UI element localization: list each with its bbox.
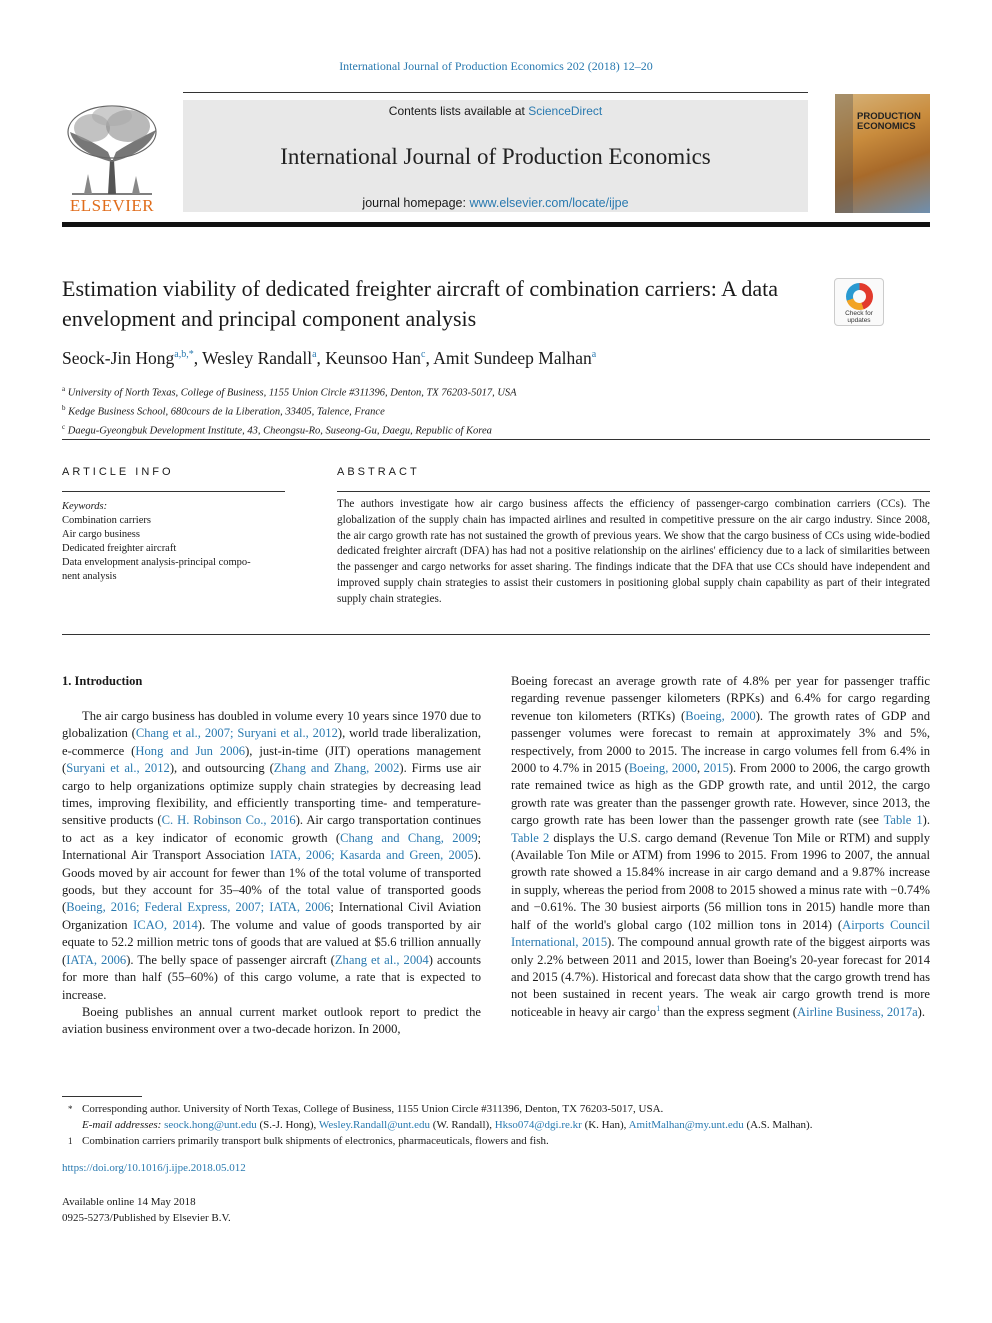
author-affiliation-mark[interactable]: a xyxy=(312,349,317,361)
affiliation-mark: c xyxy=(62,423,66,431)
citation-link[interactable]: Airline Business, 2017a xyxy=(796,1004,918,1019)
author-affiliation-mark[interactable]: c xyxy=(421,349,426,361)
journal-reference[interactable]: International Journal of Production Economics 202 (2018) 12–20 xyxy=(339,59,653,73)
check-updates-line-1: Check for xyxy=(845,310,873,317)
masthead-banner xyxy=(183,100,808,212)
text-run: ). Firms use air cargo to help organizations optimize supply chain strategies by decreasing lead times, improving flexibility, and efficiently transporting time- and temperature-sensitive products ( xyxy=(62,761,481,828)
citation-link[interactable]: 2015 xyxy=(703,761,729,776)
email-label: E-mail addresses: xyxy=(82,1119,162,1131)
keyword: Data envelopment analysis-principal compo- xyxy=(62,557,251,568)
abstract-text: The authors investigate how air cargo business affects the efficiency of passenger-cargo combination carriers (CCs). The globalization of the supply chain has impacted airlines and resulted in competitive pressure on the air cargo industry. Since 2008, the air cargo growth rate has not sustained the growth of previous years. We show that the cargo business of CCs using wide-bodied dedicated freighter aircraft (DFA) has had not a positive relationship on the airlines' efficiency due to a lack of similarities between the passenger and cargo networks for asset sharing. The findings indicate that the DFA that use CCs should have independent and improved supply chain strategies to assist their customers in positioning global supply chain capability as part of their integrated supply chain strategies. xyxy=(337,498,930,605)
text-run: ). The belly space of passenger aircraft ( xyxy=(126,952,335,967)
text-run: ), world trade liberalization, e-commerce ( xyxy=(62,726,481,758)
footnotes xyxy=(62,1101,930,1149)
contents-line xyxy=(183,104,808,118)
text-run: , xyxy=(697,761,704,776)
text-run: ). xyxy=(917,1004,926,1019)
keyword: Combination carriers xyxy=(62,515,151,526)
footnote-text: Corresponding author. University of North Texas, College of Business, 1155 Union Circle #311396, Denton, TX 76203-5017, USA. xyxy=(82,1103,664,1115)
cover-strip xyxy=(835,94,853,213)
email-link[interactable]: AmitMalhan@my.unt.edu xyxy=(628,1119,744,1131)
email-owner: (K. Han), xyxy=(581,1119,629,1131)
footnote-ref[interactable]: 1 xyxy=(656,1003,661,1013)
affiliation xyxy=(62,401,517,420)
footnote-emails xyxy=(62,1117,930,1133)
cover-title-line-1: PRODUCTION xyxy=(857,111,921,122)
email-link[interactable]: Wesley.Randall@unt.edu xyxy=(318,1119,431,1131)
footnote-1 xyxy=(62,1133,930,1149)
contents-prefix: Contents lists available at xyxy=(388,104,529,118)
keywords-block xyxy=(62,500,277,584)
left-column xyxy=(62,708,481,1039)
text-run: The air cargo business has doubled in volume every 10 years since 1970 due to globalization ( xyxy=(62,709,481,741)
check-for-updates-button[interactable] xyxy=(834,278,884,326)
text-run: ), just-in-time (JIT) operations management ( xyxy=(62,743,481,776)
text-run: ). Air cargo transportation continues to act as a key indicator of economic growth ( xyxy=(62,813,481,845)
publication-info xyxy=(62,1194,231,1226)
check-updates-line-2: updates xyxy=(847,317,871,324)
abstract-heading: ABSTRACT xyxy=(337,466,420,478)
text-run: ). The growth rates of GDP and passenger volumes were forecast to remain at approximately 3% and 5%, respectively, from 2000 to 2015. The increase in cargo volumes fell from 6.4% in 2000 to 4.7% in 2015 ( xyxy=(511,708,930,776)
text-run: ). xyxy=(922,813,930,828)
author-affiliation-mark[interactable]: a xyxy=(591,349,597,361)
text-run: Boeing publishes an annual current market outlook report to predict the aviation business environment over a two-decade horizon. In 2000, xyxy=(62,1004,481,1037)
affiliation-text: Kedge Business School, 680cours de la Liberation, 33405, Talence, France xyxy=(68,406,385,418)
citation-link[interactable]: Airports Council International, 2015 xyxy=(511,917,930,950)
affiliation-mark: b xyxy=(62,404,66,412)
citation-link[interactable]: Chang et al., 2007; Suryani et al., 2012 xyxy=(135,726,338,741)
journal-title: International Journal of Production Economics xyxy=(280,144,711,169)
citation-link[interactable]: Boeing, 2000 xyxy=(628,761,698,776)
paragraph xyxy=(511,673,930,1021)
text-run: Boeing forecast an average growth rate of 4.8% per year for passenger traffic regarding revenue passenger kilometers (RPKs) and 6.4% for cargo regarding revenue ton kilometers (RTKs) ( xyxy=(511,674,930,723)
author-affiliation-mark[interactable]: a,b,* xyxy=(174,349,194,361)
section-heading-introduction: 1. Introduction xyxy=(62,674,143,688)
masthead-top-rule xyxy=(183,92,808,93)
email-owner: (W. Randall), xyxy=(430,1119,495,1131)
citation-link[interactable]: Table 1 xyxy=(883,813,923,828)
footnote-text: Combination carriers primarily transport bulk shipments of electronics, pharmaceuticals, flowers and fish. xyxy=(82,1135,549,1147)
affiliation xyxy=(62,420,517,439)
author-name[interactable]: Wesley Randall xyxy=(202,348,313,368)
email-link[interactable]: Hkso074@dgi.re.kr xyxy=(494,1119,582,1131)
header-rule xyxy=(62,222,930,227)
text-run: ). Goods moved by air account for fewer than 1% of the total volume of transported goods, but they account for 35–40% of the total value of transported goods ( xyxy=(62,848,481,915)
footnote-mark: * xyxy=(68,1104,73,1114)
homepage-link[interactable]: www.elsevier.com/locate/ijpe xyxy=(469,196,629,210)
citation-link[interactable]: Zhang and Zhang, 2002 xyxy=(273,761,400,776)
citation-link[interactable]: ICAO, 2014 xyxy=(133,917,198,932)
homepage-line xyxy=(183,196,808,210)
author-name[interactable]: Keunsoo Han xyxy=(325,348,422,368)
affiliation-text: Daegu-Gyeongbuk Development Institute, 43, Cheongsu-Ro, Suseong-Gu, Daegu, Republic of Korea xyxy=(67,425,492,437)
footnote-mark: 1 xyxy=(68,1136,73,1146)
citation-link[interactable]: Boeing, 2016; Federal Express, 2007; IATA, 2006 xyxy=(66,900,331,915)
keyword: nent analysis xyxy=(62,571,117,582)
affiliation-list xyxy=(62,382,517,439)
citation-link[interactable]: IATA, 2006 xyxy=(66,952,127,967)
paragraph xyxy=(62,1004,481,1039)
email-link[interactable]: seock.hong@unt.edu xyxy=(164,1119,257,1131)
affiliation-text: University of North Texas, College of Business, 1155 Union Circle #311396, Denton, TX 76203-5017, USA xyxy=(67,387,517,399)
author-name[interactable]: Seock-Jin Hong xyxy=(62,348,175,368)
text-run: ; International Civil Aviation Organization xyxy=(62,900,481,932)
doi-link[interactable]: https://doi.org/10.1016/j.ijpe.2018.05.012 xyxy=(62,1162,246,1174)
text-run: ). From 2000 to 2006, the cargo growth rate remained twice as high as the GDP growth rate, and until 2012, the cargo growth rate was greater than the passenger growth rate. However, since 2013, the cargo growth rate has been lower than the passenger growth rate (see xyxy=(511,761,931,828)
author-name[interactable]: Amit Sundeep Malhan xyxy=(433,348,592,368)
cover-title xyxy=(857,112,927,132)
issn-publisher: 0925-5273/Published by Elsevier B.V. xyxy=(62,1212,231,1224)
text-run: displays the U.S. cargo demand (Revenue Ton Mile or RTM) and supply (Available Ton Mile or ATM) from 1996 to 2015. From 1996 to 2007, the annual growth rate showed a 15.84% increase in air cargo demand and a 9.87% increase in supply, whereas the period from 2008 to 2015 showed a minus rate with −0.74% and −0.61%. The 30 busiest airports (56 million tons in 2015) handle more than half of the world's global cargo (102 million tons in 2014) ( xyxy=(511,830,931,932)
citation-link[interactable]: Chang and Chang, 2009 xyxy=(340,830,478,845)
article-info-rule xyxy=(62,491,285,492)
citation-link[interactable]: Suryani et al., 2012 xyxy=(66,761,170,776)
affiliation-rule xyxy=(62,439,930,440)
text-run: ) accounts for more than half (55–60%) of this cargo volume, a rate that is expected to increase. xyxy=(62,952,482,1002)
cover-title-line-2: ECONOMICS xyxy=(857,121,916,132)
keywords-label: Keywords: xyxy=(62,501,108,512)
citation-link[interactable]: Hong and Jun 2006 xyxy=(135,743,246,758)
article-title: Estimation viability of dedicated freighter aircraft of combination carriers: A data envelopment and principal component analysis xyxy=(62,276,778,331)
sciencedirect-link[interactable]: ScienceDirect xyxy=(528,104,603,118)
paragraph xyxy=(62,708,481,1004)
keyword: Dedicated freighter aircraft xyxy=(62,543,177,554)
check-updates-icon xyxy=(846,283,873,310)
affiliation-mark: a xyxy=(62,385,66,393)
footnote-corresponding xyxy=(62,1101,930,1117)
available-online: Available online 14 May 2018 xyxy=(62,1196,196,1208)
email-owner: (A.S. Malhan). xyxy=(743,1119,813,1131)
keyword: Air cargo business xyxy=(62,529,140,540)
abstract-rule xyxy=(337,491,930,492)
text-run: ), and outsourcing ( xyxy=(169,761,274,776)
article-info-heading: ARTICLE INFO xyxy=(62,466,174,478)
citation-link[interactable]: Boeing, 2000 xyxy=(685,708,756,723)
email-owner: (S.-J. Hong), xyxy=(256,1119,319,1131)
text-run: ). The volume and value of goods transported by air equate to 52.2 million metric tons of goods that are valued at $5.6 trillion annually ( xyxy=(62,917,481,967)
citation-link[interactable]: Table 2 xyxy=(511,830,550,845)
citation-link[interactable]: C. H. Robinson Co., 2016 xyxy=(161,813,296,828)
text-run: than the express segment ( xyxy=(660,1004,797,1019)
text-run: ; International Air Transport Association xyxy=(62,830,481,863)
affiliation xyxy=(62,382,517,401)
abstract-bottom-rule xyxy=(62,634,930,635)
elsevier-wordmark: ELSEVIER xyxy=(69,196,155,215)
citation-link[interactable]: Zhang et al., 2004 xyxy=(334,952,429,967)
check-updates-label xyxy=(835,310,883,324)
citation-link[interactable]: IATA, 2006; Kasarda and Green, 2005 xyxy=(269,848,474,863)
homepage-prefix: journal homepage: xyxy=(362,196,470,210)
masthead xyxy=(62,92,930,216)
author-list: Seock-Jin Hong$^{a,b,*}$, Wesley Randall$^a$, Keunsoo Han$^c$, Amit Sundeep Malhan$^a$ xyxy=(62,348,597,368)
journal-cover-image xyxy=(835,94,930,213)
footnote-rule xyxy=(62,1096,142,1097)
right-column xyxy=(511,673,930,1021)
text-run: ). The compound annual growth rate of the biggest airports was only 2.2% between 2011 and 2015, lower than Boeing's 20-year forecast for 2014 and 2015 (4.7%). Historical and forecast data show that the cargo growth trend has not been sustained in recent years. The weak air cargo growth trend is more noticeable in heavy air cargo xyxy=(511,935,930,1019)
